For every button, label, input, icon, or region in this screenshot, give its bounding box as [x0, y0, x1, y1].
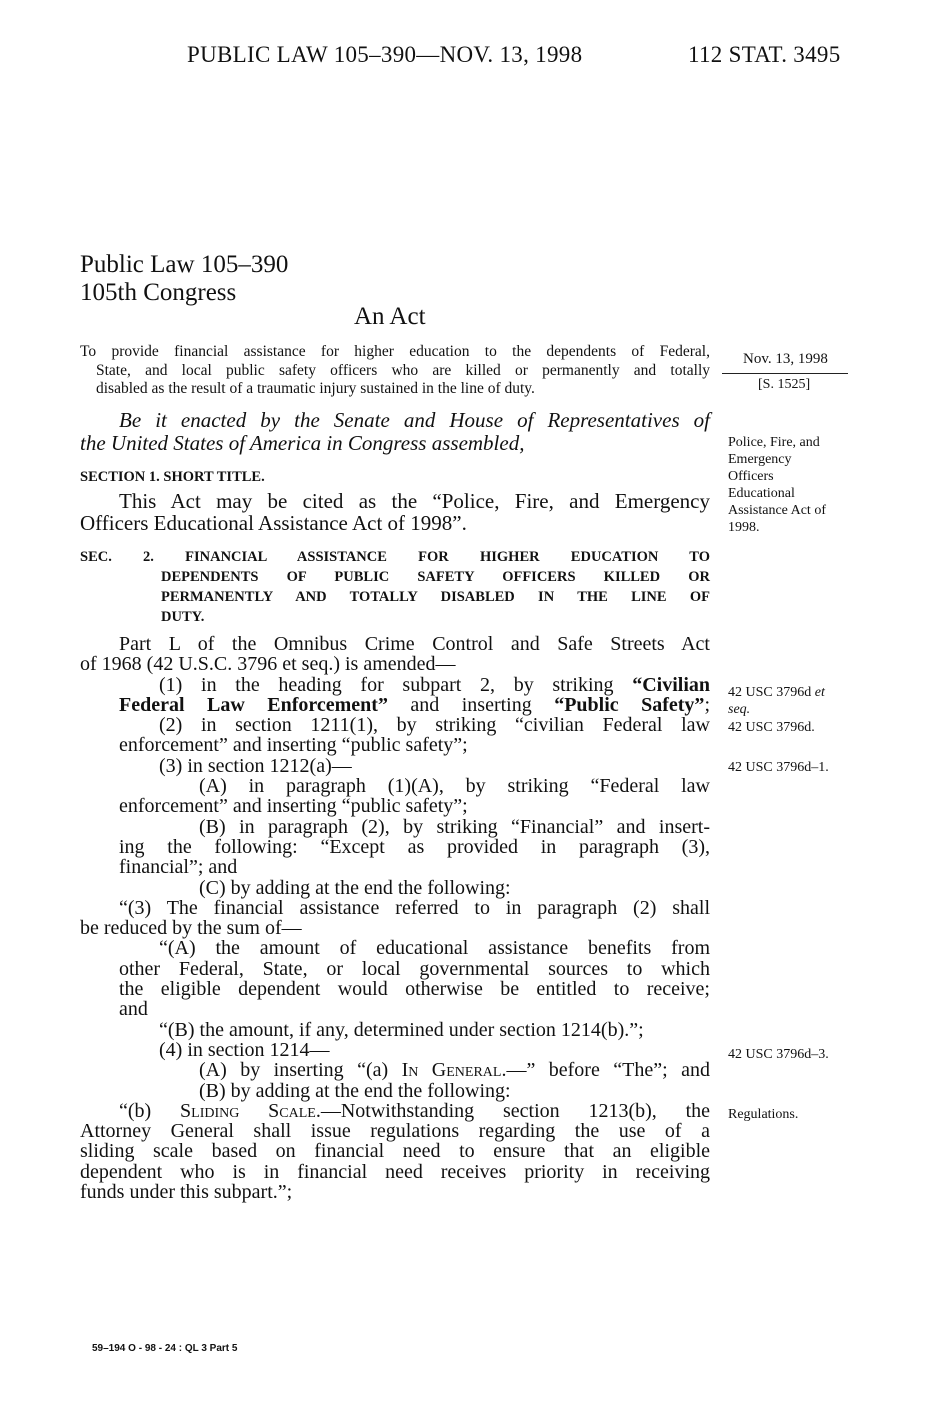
- short-title-note: [728, 434, 826, 536]
- quote-a-line: the eligible dependent would otherwise be entitled to receive;: [119, 978, 710, 1001]
- section-2-heading-line: PERMANENTLY AND TOTALLY DISABLED IN THE LINE OF: [161, 589, 710, 605]
- short-title-note-line: 1998.: [728, 520, 760, 535]
- short-title-note-line: Police, Fire, and: [728, 435, 820, 450]
- usc-citation-text: 42 USC 3796d: [728, 685, 812, 700]
- sliding-smallcaps: Sliding Scale: [180, 1099, 316, 1122]
- section-1-body: [80, 490, 710, 534]
- usc-citation-1: [728, 684, 825, 718]
- quote-3-line: be reduced by the sum of—: [80, 917, 302, 940]
- act-summary: [80, 343, 710, 399]
- quote-sliding-line: dependent who is in financial need receives priority in receiving: [80, 1160, 710, 1183]
- quote-a-line: and: [119, 998, 148, 1021]
- act-title: An Act: [354, 303, 426, 330]
- summary-line: To provide financial assistance for higher education to the dependents of Federal,: [80, 343, 710, 360]
- item-4a-smallcaps: In General: [401, 1059, 502, 1082]
- item-3b-line: financial”; and: [119, 856, 238, 879]
- bill-number: [S. 1525]: [758, 377, 811, 392]
- short-title-note-line: Assistance Act of: [728, 503, 826, 518]
- item-1-text: ;: [704, 693, 710, 716]
- item-1-line: [80, 675, 710, 695]
- intro-line: Part L of the Omnibus Crime Control and Safe Streets Act: [119, 633, 710, 655]
- item-3b-line: (B) in paragraph (2), by striking “Financial” and insert-: [199, 815, 710, 838]
- quote-3-line: “(3) The financial assistance referred to in paragraph (2) shall: [119, 896, 710, 919]
- quote-sliding-line: [80, 1101, 710, 1121]
- section-1-heading: SECTION 1. SHORT TITLE.: [80, 469, 265, 485]
- usc-citation-4: 42 USC 3796d–3.: [728, 1047, 829, 1062]
- usc-citation-3: 42 USC 3796d–1.: [728, 760, 829, 775]
- item-4-line: (4) in section 1214—: [159, 1038, 330, 1061]
- quote-b-line: “(B) the amount, if any, determined under section 1214(b).”;: [159, 1018, 644, 1041]
- item-2-line: enforcement” and inserting “public safety”;: [119, 734, 468, 757]
- running-header-right: 112 STAT. 3495: [688, 42, 841, 67]
- quote-sliding-line: funds under this subpart.”;: [80, 1181, 293, 1204]
- short-title-note-line: Officers: [728, 469, 774, 484]
- enacting-line: the United States of America in Congress assembled,: [80, 431, 525, 455]
- section-2-body: [80, 634, 710, 1202]
- regulations-note: Regulations.: [728, 1107, 799, 1122]
- section-1-line: This Act may be cited as the “Police, Fire, and Emergency: [119, 489, 710, 513]
- intro-line: of 1968 (42 U.S.C. 3796 et seq.) is amended—: [80, 653, 456, 676]
- item-4a-line: [80, 1060, 710, 1080]
- quote-a-line: “(A) the amount of educational assistance benefits from: [159, 937, 710, 960]
- public-law-number: Public Law 105–390: [80, 251, 289, 278]
- summary-line: State, and local public safety officers who are killed or permanently and totally: [96, 361, 710, 379]
- item-1-text: (1) in the heading for subpart 2, by striking: [159, 673, 633, 696]
- section-2-heading-line: DEPENDENTS OF PUBLIC SAFETY OFFICERS KILLED OR: [161, 569, 710, 585]
- enacting-clause: [80, 409, 710, 455]
- section-1-line: Officers Educational Assistance Act of 1998”.: [80, 511, 467, 535]
- short-title-note-line: Educational: [728, 486, 795, 501]
- summary-line: disabled as the result of a traumatic injury sustained in the line of duty.: [96, 380, 535, 397]
- sliding-text: .—Notwithstanding section 1213(b), the: [315, 1099, 711, 1122]
- congress-number: 105th Congress: [80, 279, 237, 306]
- enacting-line: Be it enacted by the Senate and House of Representatives of: [119, 408, 710, 432]
- item-1-line: [80, 695, 710, 715]
- short-title-note-line: Emergency: [728, 452, 792, 467]
- running-header-left: PUBLIC LAW 105–390—NOV. 13, 1998: [187, 42, 583, 67]
- item-1-bold: “Public Safety”: [554, 693, 705, 716]
- sliding-text: “(b): [119, 1099, 181, 1122]
- quote-sliding-line: Attorney General shall issue regulations regarding the use of a: [80, 1120, 710, 1143]
- quote-a-line: other Federal, State, or local governmental sources to which: [119, 957, 710, 980]
- usc-citation-seq: seq.: [728, 702, 751, 717]
- item-3a-line: enforcement” and inserting “public safety”;: [119, 795, 468, 818]
- item-1-text: and inserting: [387, 693, 555, 716]
- section-2-heading: [80, 547, 710, 627]
- item-3c-line: (C) by adding at the end the following:: [199, 876, 511, 899]
- item-4b-line: (B) by adding at the end the following:: [199, 1079, 511, 1102]
- print-code: 59–194 O - 98 - 24 : QL 3 Part 5: [92, 1343, 238, 1354]
- section-2-heading-line: SEC. 2. FINANCIAL ASSISTANCE FOR HIGHER EDUCATION TO: [80, 549, 710, 565]
- item-3-line: (3) in section 1212(a)—: [159, 754, 352, 777]
- item-1-bold: “Civilian: [632, 673, 710, 696]
- item-2-line: (2) in section 1211(1), by striking “civilian Federal law: [159, 714, 710, 737]
- usc-citation-2: 42 USC 3796d.: [728, 720, 815, 735]
- item-4a-text: (A) by inserting “(a): [199, 1059, 402, 1082]
- item-3b-line: ing the following: “Except as provided in paragraph (3),: [119, 835, 710, 858]
- quote-sliding-line: sliding scale based on financial need to ensure that an eligible: [80, 1140, 710, 1163]
- marginal-rule: [722, 373, 848, 374]
- section-2-heading-line: DUTY.: [161, 609, 205, 625]
- item-1-bold: Federal Law Enforcement”: [119, 693, 388, 716]
- usc-citation-et: et: [814, 685, 825, 700]
- item-3a-line: (A) in paragraph (1)(A), by striking “Federal law: [199, 775, 710, 798]
- item-4a-text: .—” before “The”; and: [501, 1059, 710, 1082]
- enactment-date: Nov. 13, 1998: [743, 351, 828, 367]
